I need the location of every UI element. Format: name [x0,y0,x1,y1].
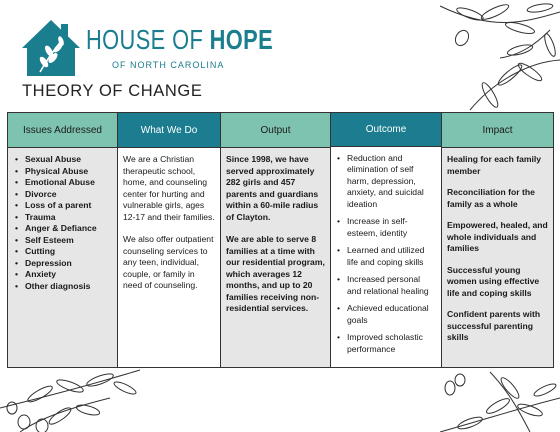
house-logo-icon [20,18,82,78]
theory-of-change-table [7,112,554,368]
olive-branch-icon [410,368,560,432]
paragraph: Confident parents with successful parenting skills [447,309,541,342]
header-what-we-do: What We Do [118,113,220,148]
list-item: • Other diagnosis [13,281,112,293]
column-impact [442,113,553,367]
list-item: • Depression [13,258,112,270]
list-item: • Cutting [13,246,112,258]
paragraph: Reconciliation for the family as a whole [447,187,535,209]
column-outcome [331,113,442,367]
brand-name-light: HOUSE OF [86,24,210,55]
list-item: • Reduction and elimination of self harm, depression, anxiety, and suicidal ideation [336,153,436,211]
list-item: • Learned and utilized life and coping skills [336,245,436,268]
page-title: THEORY OF CHANGE [22,82,203,100]
header-issues: Issues Addressed [8,113,117,148]
brand-name [86,24,273,56]
list-item: • Anger & Defiance [13,223,112,235]
brand-name-bold: HOPE [209,24,274,55]
list-item: • Divorce [13,189,112,201]
header-outcome: Outcome [331,113,441,147]
list-item: • Emotional Abuse [13,177,112,189]
olive-branch-icon [400,0,560,112]
list-item: • Loss of a parent [13,200,112,212]
outcome-cell [331,147,441,368]
what-we-do-cell [118,148,220,367]
paragraph: Successful young women using effective life and coping skills [447,264,540,298]
header-impact: Impact [442,113,553,148]
outcome-list [336,153,436,356]
column-output [221,113,331,367]
list-item: • Self Esteem [13,235,112,247]
paragraph: Healing for each family member [447,154,542,176]
list-item: • Increased personal and relational healing [336,274,436,297]
paragraph: We are a Christian therapeutic school, home, and counseling center for hurting and vulnerable girls, ages 12-17 and their families. [123,154,215,222]
paragraph: Empowered, healed, and whole individuals and families [447,220,548,253]
impact-cell [442,148,553,367]
issues-list [13,154,112,292]
olive-branch-icon [0,368,150,432]
paragraph: Since 1998, we have served approximately 282 girls and 457 parents and guardians within a 60-mile radius of Clayton. [226,154,319,222]
column-what-we-do [118,113,221,367]
paragraph: We are able to serve 8 families at a time with our residential program, which averages 12 months, and up to 20 families receiving non-residential services. [226,234,325,313]
paragraph: We also offer outpatient counseling services to any teen, individual, couple, or family in need of counseling. [123,234,214,290]
list-item: • Anxiety [13,269,112,281]
list-item: • Trauma [13,212,112,224]
header-output: Output [221,113,330,148]
column-issues [8,113,118,367]
issues-cell [8,148,117,367]
list-item: • Increase in self-esteem, identity [336,216,436,239]
list-item: • Achieved educational goals [336,303,436,326]
list-item: • Improved scholastic performance [336,332,436,355]
brand-logo [20,18,274,80]
brand-subtitle: OF NORTH CAROLINA [112,60,225,70]
output-cell [221,148,330,367]
list-item: • Physical Abuse [13,166,112,178]
list-item: • Sexual Abuse [13,154,112,166]
